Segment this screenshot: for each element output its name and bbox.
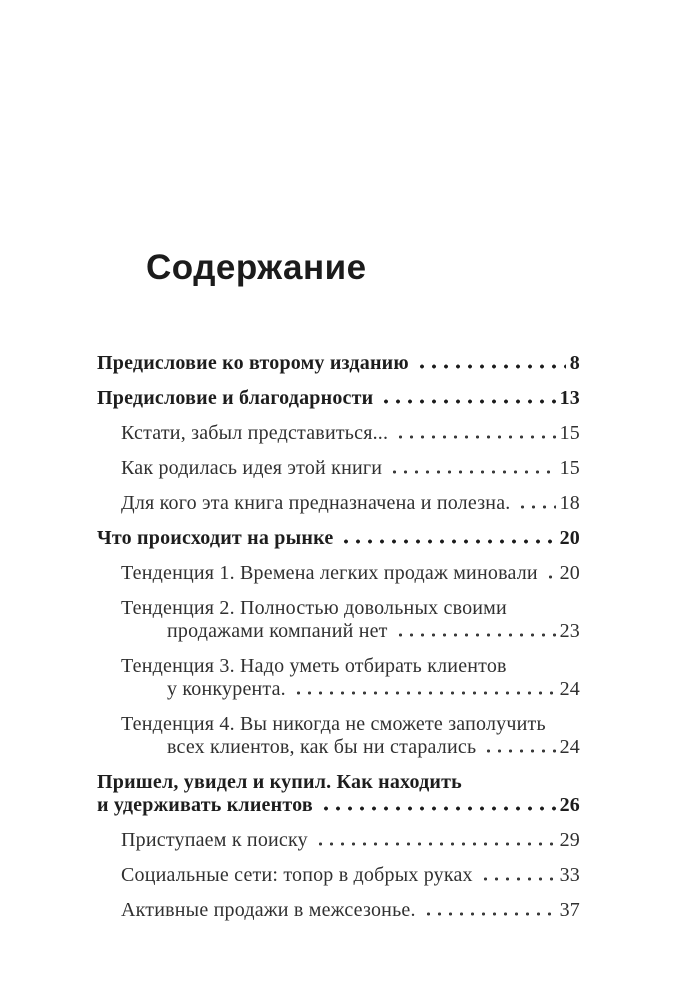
dot-leader xyxy=(313,842,556,846)
toc-page-number: 15 xyxy=(559,422,580,444)
toc-entry-text: всех клиентов, как бы ни старались xyxy=(167,736,477,758)
toc-entry-text: Предисловие ко второму изданию xyxy=(97,352,409,374)
toc-entry-text: Активные продажи в межсезонье. xyxy=(121,899,416,921)
toc-entry-text: Пришел, увидел и купил. Как находить xyxy=(97,771,462,793)
dot-leader xyxy=(338,539,555,544)
toc-entry-text: Тенденция 1. Времена легких продаж миновали xyxy=(121,562,538,584)
dot-leader xyxy=(481,749,555,753)
toc-entry xyxy=(97,352,580,375)
dot-leader xyxy=(393,435,555,439)
toc-entry xyxy=(97,457,580,480)
dot-leader xyxy=(421,912,556,916)
toc-entry xyxy=(97,829,580,852)
toc-entry-text: Тенденция 3. Надо уметь отбирать клиентов xyxy=(121,655,507,677)
page-title: Содержание xyxy=(146,248,367,288)
dot-leader xyxy=(515,505,555,509)
toc-entry xyxy=(97,655,580,701)
toc-entry xyxy=(97,492,580,515)
toc-entry-text: Что происходит на рынке xyxy=(97,527,334,549)
toc-page-number: 24 xyxy=(559,678,580,700)
toc-entry-text: Социальные сети: топор в добрых руках xyxy=(121,864,473,886)
toc-page-number: 20 xyxy=(559,527,580,549)
dot-leader xyxy=(387,470,555,474)
toc-page-number: 23 xyxy=(559,620,580,642)
toc-entry xyxy=(97,864,580,887)
dot-leader xyxy=(318,806,556,811)
toc-page-number: 20 xyxy=(559,562,580,584)
toc-entry xyxy=(97,771,580,817)
toc-entry xyxy=(97,562,580,585)
toc-entry xyxy=(97,899,580,922)
toc-entry xyxy=(97,387,580,410)
toc-entry xyxy=(97,422,580,445)
dot-leader xyxy=(393,633,556,637)
toc-entry-text: Кстати, забыл представиться... xyxy=(121,422,389,444)
toc-page-number: 8 xyxy=(569,352,580,374)
toc-page-number: 13 xyxy=(559,387,580,409)
toc-entry-text: Приступаем к поиску xyxy=(121,829,308,851)
dot-leader xyxy=(543,575,556,579)
toc-entry-text: Тенденция 2. Полностью довольных своими xyxy=(121,597,507,619)
table-of-contents xyxy=(97,352,580,934)
dot-leader xyxy=(414,364,566,369)
toc-page-number: 18 xyxy=(559,492,580,514)
toc-entry-text: Для кого эта книга предназначена и полезна. xyxy=(121,492,511,514)
dot-leader xyxy=(478,877,556,881)
toc-page-number: 37 xyxy=(559,899,580,921)
dot-leader xyxy=(378,399,555,404)
toc-page-number: 15 xyxy=(559,457,580,479)
toc-entry-text: и удерживать клиентов xyxy=(97,794,313,816)
toc-entry-text: Как родилась идея этой книги xyxy=(121,457,383,479)
toc-entry xyxy=(97,713,580,759)
toc-page-number: 24 xyxy=(559,736,580,758)
toc-page-number: 29 xyxy=(559,829,580,851)
dot-leader xyxy=(291,691,556,695)
toc-entry-text: Тенденция 4. Вы никогда не сможете заполучить xyxy=(121,713,546,735)
toc-entry xyxy=(97,527,580,550)
toc-entry xyxy=(97,597,580,643)
toc-page-number: 26 xyxy=(559,794,580,816)
toc-entry-text: продажами компаний нет xyxy=(167,620,388,642)
toc-page-number: 33 xyxy=(559,864,580,886)
toc-entry-text: Предисловие и благодарности xyxy=(97,387,374,409)
toc-entry-text: у конкурента. xyxy=(167,678,286,700)
